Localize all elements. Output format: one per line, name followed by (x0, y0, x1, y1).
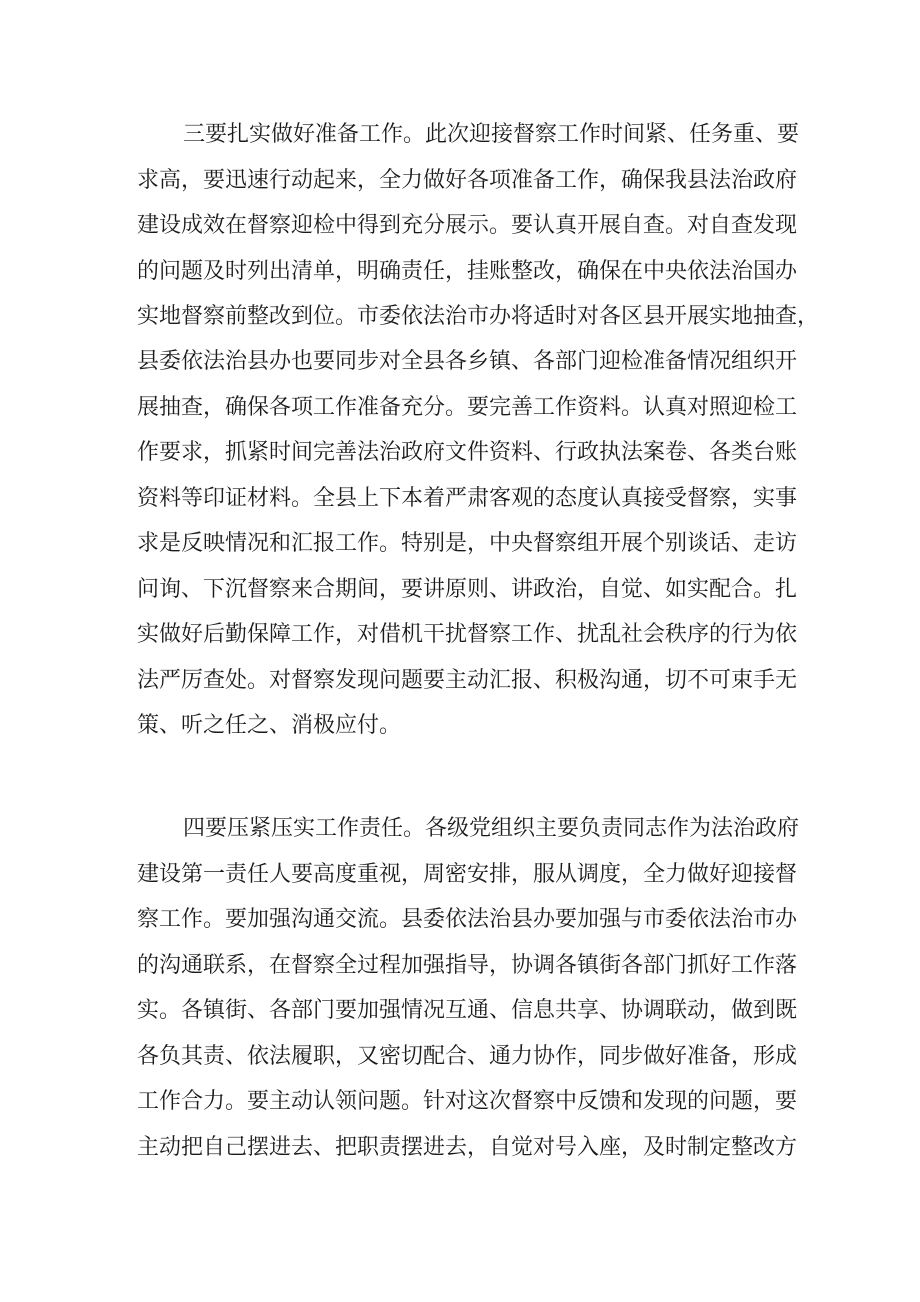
text-line: 问询、下沉督察来合期间，要讲原则、讲政治，自觉、如实配合。扎 (137, 577, 798, 602)
text-line: 四要压紧压实工作责任。各级党组织主要负责同志作为法治政府 (183, 816, 800, 841)
text-line: 工作合力。要主动认领问题。针对这次督察中反馈和发现的问题，要 (137, 1089, 798, 1114)
text-line: 县委依法治县办也要同步对全县各乡镇、各部门迎检准备情况组织开 (137, 349, 798, 374)
text-line: 各负其责、依法履职，又密切配合、通力协作，同步做好准备，形成 (137, 1044, 798, 1069)
text-line: 资料等印证材料。全县上下本着严肃客观的态度认真接受督察，实事 (137, 486, 798, 511)
text-line: 建设成效在督察迎检中得到充分展示。要认真开展自查。对自查发现 (137, 213, 798, 238)
text-line: 建设第一责任人要高度重视，周密安排，服从调度，全力做好迎接督 (137, 862, 798, 887)
text-line: 求是反映情况和汇报工作。特别是，中央督察组开展个别谈话、走访 (137, 531, 798, 556)
text-line: 法严厉查处。对督察发现问题要主动汇报、积极沟通，切不可束手无 (137, 668, 798, 693)
text-line: 主动把自己摆进去、把职责摆进去，自觉对号入座，及时制定整改方 (137, 1135, 798, 1160)
text-line: 展抽查，确保各项工作准备充分。要完善工作资料。认真对照迎检工 (137, 395, 798, 420)
text-line: 求高，要迅速行动起来，全力做好各项准备工作，确保我县法治政府 (137, 168, 798, 193)
text-line: 作要求，抓紧时间完善法治政府文件资料、行政执法案卷、各类台账 (137, 440, 798, 465)
text-line: 实。各镇街、各部门要加强情况互通、信息共享、协调联动，做到既 (137, 998, 798, 1023)
text-line: 实做好后勤保障工作，对借机干扰督察工作、扰乱社会秩序的行为依 (137, 622, 798, 647)
text-line: 三要扎实做好准备工作。此次迎接督察工作时间紧、任务重、要 (183, 122, 800, 147)
text-line: 的问题及时列出清单，明确责任，挂账整改，确保在中央依法治国办 (137, 259, 798, 284)
text-line: 察工作。要加强沟通交流。县委依法治县办要加强与市委依法治市办 (137, 907, 798, 932)
text-line: 策、听之任之、消极应付。 (137, 713, 402, 738)
text-line: 实地督察前整改到位。市委依法治市办将适时对各区县开展实地抽查， (137, 304, 820, 329)
text-line: 的沟通联系，在督察全过程加强指导，协调各镇街各部门抓好工作落 (137, 953, 798, 978)
